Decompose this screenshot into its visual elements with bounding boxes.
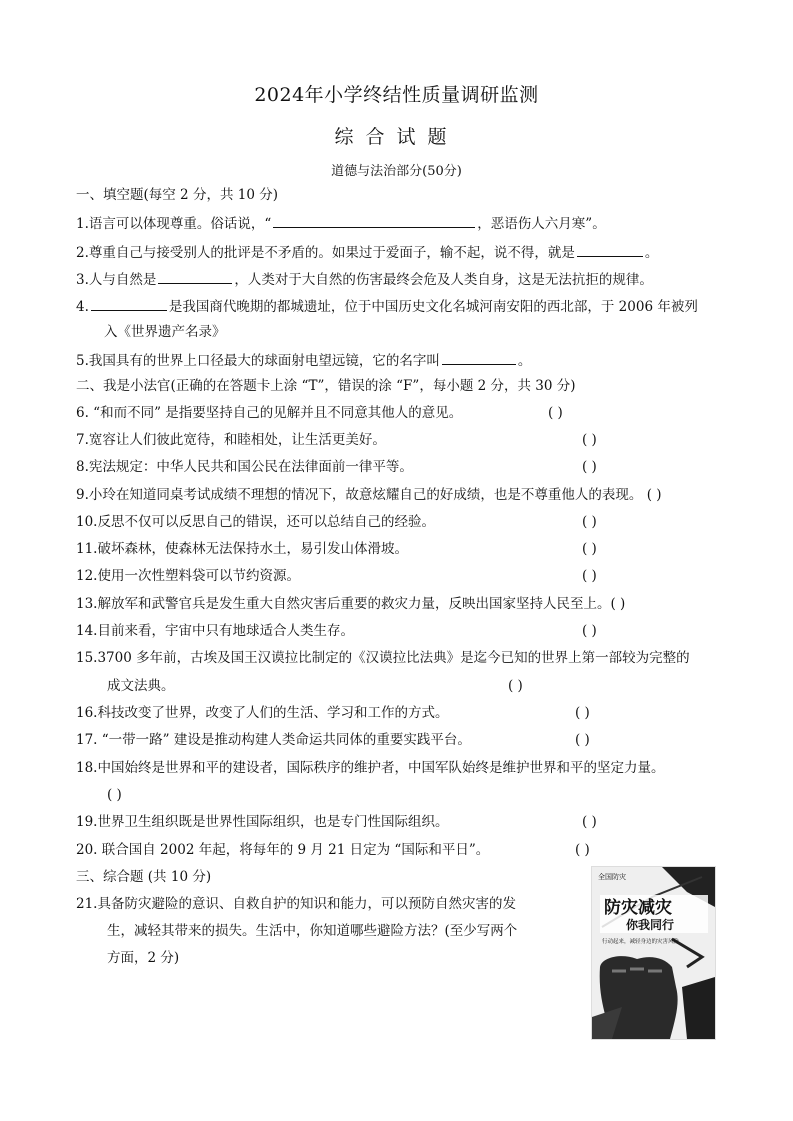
section2-heading: 二、我是小法官(正确的在答题卡上涂 “T”，错误的涂 “F”，每小题 2 分，共 30 分) [76, 378, 576, 394]
question-4-continued: 入《世界遗产名录》 [104, 324, 226, 340]
q4-answer-blank [91, 296, 167, 311]
answer-paren-7: ( ) [582, 432, 597, 448]
question-10: 10.反思不仅可以反思自己的错误，还可以总结自己的经验。 [76, 514, 435, 530]
question-9 [76, 486, 662, 504]
answer-paren-16: ( ) [575, 705, 590, 721]
answer-paren-19: ( ) [582, 814, 597, 830]
answer-paren-20: ( ) [575, 842, 590, 858]
question-5 [76, 350, 531, 370]
question-21-line-3: 方面，2 分) [107, 950, 180, 966]
answer-paren-6: ( ) [548, 405, 563, 421]
answer-paren-11: ( ) [582, 541, 597, 557]
section3-heading: 三、综合题 (共 10 分) [76, 869, 212, 885]
question-21-line-2: 生，减轻其带来的损失。生活中，你知道哪些避险方法？(至少写两个 [107, 923, 518, 939]
question-19: 19.世界卫生组织既是世界性国际组织，也是专门性国际组织。 [76, 814, 449, 830]
question-6: 6. “和而不同” 是指要坚持自己的见解并且不同意其他人的意见。 [76, 405, 463, 421]
q2-text-after: 。 [644, 245, 659, 261]
q5-answer-blank [442, 350, 516, 365]
q5-text-before: 5.我国具有的世界上口径最大的球面射电望远镜，它的名字叫 [76, 353, 440, 369]
answer-paren-17: ( ) [575, 732, 590, 748]
disaster-prevention-poster [591, 866, 716, 1040]
q3-text-before: 3.人与自然是 [76, 272, 157, 288]
question-15-continued: 成文法典。 [107, 678, 175, 694]
page-title: 2024年小学终结性质量调研监测 [254, 84, 539, 106]
question-15: 15.3700 多年前，古埃及国王汉谟拉比制定的《汉谟拉比法典》是迄今已知的世界上第一部较为完整的 [76, 650, 690, 666]
q3-text-after: ，人类对于大自然的伤害最终会危及人类自身，这是无法抗拒的规律。 [234, 272, 653, 288]
q1-text-before: 1.语言可以体现尊重。俗话说，“ [76, 216, 272, 232]
poster-logo: 全国防灾 [598, 874, 626, 881]
answer-paren-12: ( ) [582, 568, 597, 584]
answer-paren-10: ( ) [582, 514, 597, 530]
question-12: 12.使用一次性塑料袋可以节约资源。 [76, 568, 300, 584]
answer-paren-13: ( ) [610, 596, 626, 612]
q5-text-after: 。 [517, 353, 532, 369]
question-9-text: 9.小玲在知道同桌考试成绩不理想的情况下，故意炫耀自己的好成绩，也是不尊重他人的表现。 [76, 487, 643, 503]
answer-paren-18: ( ) [107, 787, 122, 803]
answer-paren-15: ( ) [508, 678, 523, 694]
poster-tagline: 行动起来，减轻身边的灾害风险 [602, 939, 680, 945]
page-subtitle: 综合试题 [334, 126, 459, 148]
question-1 [76, 213, 606, 233]
question-18: 18.中国始终是世界和平的建设者，国际秩序的维护者，中国军队始终是维护世界和平的坚定力量。 [76, 760, 665, 776]
q1-text-after: ，恶语伤人六月寒”。 [477, 216, 606, 232]
q3-answer-blank [158, 269, 232, 284]
answer-paren-14: ( ) [582, 623, 597, 639]
q1-answer-blank [273, 213, 475, 228]
poster-title-line1: 防灾减灾 [604, 898, 672, 918]
question-16: 16.科技改变了世界，改变了人们的生活、学习和工作的方式。 [76, 705, 449, 721]
question-7: 7.宽容让人们彼此宽待，和睦相处，让生活更美好。 [76, 432, 386, 448]
answer-paren-8: ( ) [582, 459, 597, 475]
question-17: 17. “一带一路” 建设是推动构建人类命运共同体的重要实践平台。 [76, 732, 471, 748]
poster-title-line2: 你我同行 [626, 918, 675, 932]
question-8: 8.宪法规定：中华人民共和国公民在法律面前一律平等。 [76, 459, 413, 475]
question-13-text: 13.解放军和武警官兵是发生重大自然灾害后重要的救灾力量，反映出国家坚持人民至上。 [76, 596, 611, 612]
q2-answer-blank [577, 242, 643, 257]
q2-text-before: 2.尊重自己与接受别人的批评是不矛盾的。如果过于爱面子，输不起，说不得，就是 [76, 245, 575, 261]
question-2 [76, 242, 658, 262]
answer-paren-9: ( ) [646, 487, 662, 503]
question-13 [76, 595, 625, 613]
question-20: 20. 联合国自 2002 年起，将每年的 9 月 21 日定为 “国际和平日”。 [76, 842, 490, 858]
question-11: 11.破坏森林，使森林无法保持水土，易引发山体滑坡。 [76, 541, 408, 557]
q4-text-after: 是我国商代晚期的都城遗址，位于中国历史文化名城河南安阳的西北部，于 2006 年被列 [168, 299, 698, 315]
q4-text-before: 4. [76, 299, 89, 315]
question-3 [76, 269, 653, 289]
part-heading: 道德与法治部分(50分) [331, 164, 462, 179]
question-21-line-1: 21.具备防灾避险的意识、自救自护的知识和能力，可以预防自然灾害的发 [76, 896, 516, 912]
poster-graphic [592, 867, 715, 1039]
question-14: 14.目前来看，宇宙中只有地球适合人类生存。 [76, 623, 354, 639]
question-4 [76, 296, 698, 316]
section1-heading: 一、填空题(每空 2 分，共 10 分) [76, 187, 278, 203]
